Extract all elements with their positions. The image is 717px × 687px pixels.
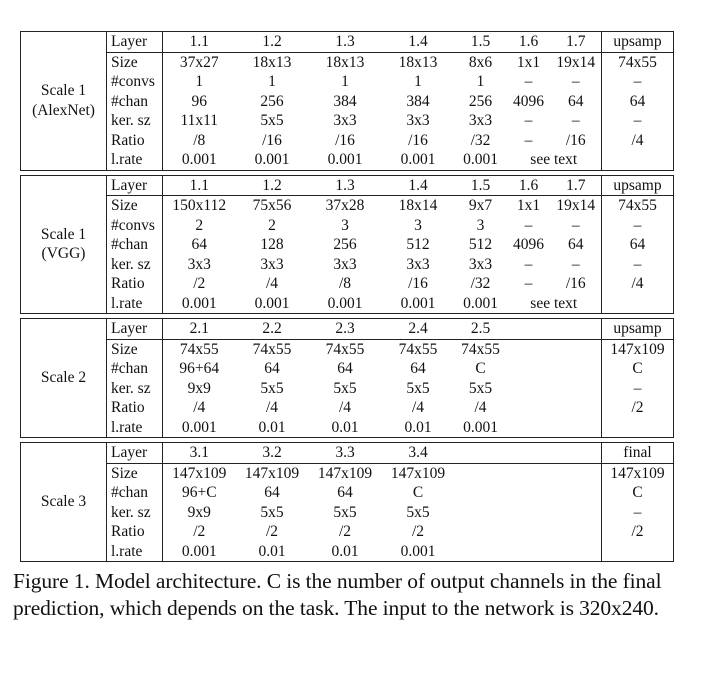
table-cell: /16	[408, 275, 428, 292]
table-cell: –	[571, 216, 580, 234]
table-cell: 256	[468, 92, 493, 110]
table-header-row	[21, 443, 674, 464]
table-cell: 3.4	[382, 443, 455, 464]
table-cell: 19x14	[556, 197, 596, 214]
table-row	[21, 111, 674, 131]
table-cell: 96+C	[181, 484, 217, 501]
table-cell: 512	[468, 236, 493, 253]
table-cell: 1	[414, 73, 422, 90]
table-cell: –	[602, 111, 674, 131]
table-cell: 4096	[513, 236, 544, 253]
table-cell: /4	[602, 274, 674, 294]
table-cell: –	[571, 73, 580, 90]
table-cell: 5x5	[406, 503, 430, 521]
table-cell: 3.1	[163, 443, 236, 464]
table-cell: 2	[195, 216, 204, 234]
table-row	[21, 522, 674, 542]
table-cell: C	[602, 483, 674, 503]
table-row	[21, 503, 674, 523]
table-cell: 1.7	[551, 32, 602, 53]
table-cell: /16	[335, 131, 355, 149]
row-label: ker. sz	[107, 255, 163, 275]
table-row	[21, 339, 674, 359]
row-label: Layer	[107, 443, 163, 464]
row-label: ker. sz	[107, 111, 163, 131]
table-cell: C	[412, 484, 424, 501]
table-cell: 5x5	[468, 379, 493, 397]
table-cell: 384	[406, 92, 430, 110]
table-cell: 0.001	[181, 151, 217, 168]
table-cell: 8x6	[468, 53, 493, 71]
table-cell: –	[571, 255, 580, 273]
table-cell: upsamp	[602, 32, 674, 53]
table-cell	[551, 319, 602, 340]
row-label: Size	[107, 339, 163, 359]
table-cell: /4	[193, 399, 206, 416]
table-cell	[602, 294, 674, 314]
table-cell: 2.1	[163, 319, 236, 340]
table-cell	[551, 522, 602, 542]
table-cell: 2	[268, 216, 276, 234]
table-cell: 1.3	[309, 32, 382, 53]
table-cell: 0.01	[331, 418, 359, 436]
table-cell: 11x11	[180, 112, 219, 129]
table-cell: 18x14	[398, 197, 438, 214]
table-cell: /32	[470, 275, 491, 292]
table-row	[21, 294, 674, 314]
table-row	[21, 379, 674, 399]
table-cell: 9x9	[187, 503, 211, 521]
table-cell	[455, 483, 507, 503]
table-cell: 1	[476, 73, 485, 90]
table-cell: 3	[414, 216, 422, 234]
table-cell: 96+64	[179, 360, 220, 377]
table-cell: 74x55	[602, 196, 674, 216]
table-cell: 18x13	[252, 53, 292, 71]
table-cell: 5x5	[260, 379, 284, 397]
table-cell: 0.001	[254, 294, 290, 312]
table-cell: 1.6	[507, 175, 551, 196]
table-cell: /16	[565, 275, 586, 292]
table-cell: 1.6	[507, 32, 551, 53]
table-cell: 64	[337, 360, 353, 377]
table-cell: 19x14	[556, 53, 596, 71]
table-cell: C	[602, 359, 674, 379]
table-cell	[551, 443, 602, 464]
table-cell: 96	[191, 92, 207, 110]
table-cell: 0.001	[400, 294, 436, 312]
table-row	[21, 196, 674, 216]
table-cell: 0.001	[254, 151, 290, 168]
table-cell: 1.4	[382, 32, 455, 53]
table-cell: final	[602, 443, 674, 464]
table-row	[21, 131, 674, 151]
table-cell: C	[475, 360, 486, 377]
table-cell	[551, 483, 602, 503]
table-cell: –	[602, 72, 674, 92]
table-cell: 147x109	[602, 463, 674, 483]
table-cell: 384	[333, 92, 357, 110]
table-cell: 1	[268, 73, 276, 90]
table-cell: 0.001	[327, 294, 363, 312]
scale-label-line: (VGG)	[41, 245, 86, 263]
architecture-tables	[20, 31, 673, 562]
table-cell: 37x28	[325, 197, 365, 214]
table-cell: 147x109	[244, 464, 300, 482]
table-cell: –	[571, 112, 580, 129]
table-cell: 0.001	[463, 294, 498, 312]
table-row	[21, 255, 674, 275]
architecture-table	[20, 442, 674, 562]
table-cell: 5x5	[406, 379, 430, 397]
table-cell: 1x1	[516, 53, 541, 71]
table-cell: 9x9	[187, 379, 211, 397]
table-cell: 64	[568, 92, 584, 110]
table-cell: 2.4	[382, 319, 455, 340]
table-cell: 18x13	[398, 53, 438, 71]
row-label: #chan	[107, 483, 163, 503]
table-cell: 64	[337, 484, 353, 501]
scale-label-line: Scale 1	[40, 225, 87, 243]
table-cell	[455, 542, 507, 562]
table-cell: –	[602, 216, 674, 236]
table-cell	[507, 398, 551, 418]
table-cell: 1	[195, 73, 204, 90]
table-row	[21, 463, 674, 483]
table-cell: /32	[470, 131, 491, 149]
table-cell: 3x3	[468, 112, 493, 129]
table-cell	[551, 542, 602, 562]
row-label: Ratio	[107, 274, 163, 294]
table-cell: see text	[530, 294, 578, 312]
table-cell: 1.5	[455, 32, 507, 53]
row-label: #chan	[107, 359, 163, 379]
table-cell: 128	[260, 236, 284, 253]
table-row	[21, 216, 674, 236]
table-cell: 3x3	[406, 112, 430, 129]
table-cell: /2	[338, 523, 352, 540]
table-cell	[507, 339, 551, 359]
table-row	[21, 274, 674, 294]
scale-label-line: (AlexNet)	[32, 101, 95, 119]
table-cell: 64	[602, 235, 674, 255]
row-label: Size	[107, 463, 163, 483]
table-cell	[455, 503, 507, 523]
table-cell: 0.01	[331, 542, 359, 560]
table-cell: 147x109	[602, 339, 674, 359]
table-cell: /4	[411, 399, 425, 416]
table-cell: /4	[265, 399, 279, 416]
scale-label	[21, 443, 107, 562]
table-cell: –	[524, 73, 533, 90]
table-cell: 74x55	[461, 340, 500, 358]
table-cell: 4096	[513, 92, 544, 110]
table-cell: 74x55	[325, 340, 365, 358]
table-cell: 147x109	[317, 464, 373, 482]
table-cell: 3	[341, 216, 349, 234]
table-cell: 64	[264, 484, 280, 501]
table-cell: /8	[193, 131, 206, 149]
table-cell: 150x112	[172, 197, 227, 214]
table-cell: /2	[411, 523, 425, 540]
table-cell	[455, 443, 507, 464]
table-cell: 0.01	[258, 418, 286, 436]
table-cell: –	[602, 503, 674, 523]
table-cell: /16	[408, 131, 428, 149]
table-cell: 0.001	[327, 151, 363, 168]
row-label: Size	[107, 52, 163, 72]
table-cell: 1.4	[382, 175, 455, 196]
architecture-table	[20, 318, 674, 438]
row-label: #convs	[107, 216, 163, 236]
table-cell: 74x55	[179, 340, 219, 358]
row-label: Layer	[107, 32, 163, 53]
table-cell: 1x1	[516, 197, 541, 214]
table-cell: upsamp	[602, 319, 674, 340]
table-cell: 5x5	[333, 379, 357, 397]
row-label: l.rate	[107, 418, 163, 438]
table-cell: 1.5	[455, 175, 507, 196]
table-cell: 1.2	[236, 32, 309, 53]
scale-label-line: Scale 3	[40, 493, 87, 511]
table-cell	[507, 379, 551, 399]
table-cell: –	[602, 255, 674, 275]
row-label: ker. sz	[107, 379, 163, 399]
table-cell: –	[524, 216, 533, 234]
row-label: ker. sz	[107, 503, 163, 523]
table-cell	[551, 379, 602, 399]
table-cell: /2	[193, 275, 206, 292]
scale-label-line: Scale 2	[40, 369, 87, 387]
table-row	[21, 398, 674, 418]
table-row	[21, 72, 674, 92]
table-cell: 74x55	[602, 52, 674, 72]
table-cell: 147x109	[390, 464, 446, 482]
table-cell: 0.001	[400, 542, 436, 560]
table-cell: 0.001	[181, 542, 217, 560]
table-cell: 64	[264, 360, 280, 377]
table-cell: /16	[565, 131, 586, 149]
table-row	[21, 418, 674, 438]
table-header-row	[21, 319, 674, 340]
table-cell: –	[524, 275, 533, 292]
table-cell: 74x55	[398, 340, 438, 358]
table-cell: 0.001	[181, 294, 217, 312]
table-cell	[507, 418, 551, 438]
row-label: Layer	[107, 175, 163, 196]
table-cell: 2.2	[236, 319, 309, 340]
scale-label-line: Scale 1	[40, 82, 87, 100]
table-header-row	[21, 175, 674, 196]
table-cell: 3.2	[236, 443, 309, 464]
table-cell	[507, 522, 551, 542]
table-row	[21, 52, 674, 72]
table-cell: 3x3	[187, 255, 211, 273]
table-cell: 512	[406, 236, 430, 253]
table-cell: 64	[410, 360, 426, 377]
table-cell	[602, 150, 674, 170]
table-row	[21, 483, 674, 503]
table-cell: /4	[602, 131, 674, 151]
row-label: Ratio	[107, 522, 163, 542]
table-cell	[551, 463, 602, 483]
table-cell: 3x3	[468, 255, 493, 273]
table-cell	[507, 542, 551, 562]
architecture-table	[20, 175, 674, 315]
table-row	[21, 542, 674, 562]
table-cell: 64	[191, 236, 207, 253]
table-cell: 37x27	[179, 53, 219, 71]
table-cell: 64	[602, 92, 674, 112]
scale-label	[21, 175, 107, 314]
table-cell	[602, 542, 674, 562]
table-cell: 18x13	[325, 53, 365, 71]
row-label: #chan	[107, 92, 163, 112]
table-cell: 256	[260, 92, 284, 110]
table-cell	[455, 522, 507, 542]
table-cell: see text	[530, 151, 578, 168]
table-cell: 0.001	[181, 418, 217, 436]
table-cell: –	[524, 112, 533, 129]
row-label: #chan	[107, 235, 163, 255]
architecture-table	[20, 31, 674, 171]
table-header-row	[21, 32, 674, 53]
table-cell: 1.3	[309, 175, 382, 196]
table-cell	[507, 319, 551, 340]
row-label: Ratio	[107, 131, 163, 151]
table-cell	[507, 503, 551, 523]
table-cell: /4	[338, 399, 352, 416]
table-cell: /8	[338, 275, 352, 292]
table-cell: 5x5	[333, 503, 357, 521]
table-cell: 3x3	[406, 255, 430, 273]
table-cell	[551, 339, 602, 359]
table-cell: /2	[602, 522, 674, 542]
table-cell: 75x56	[252, 197, 292, 214]
table-cell	[507, 483, 551, 503]
table-cell: 0.001	[400, 151, 436, 168]
row-label: Layer	[107, 319, 163, 340]
table-cell	[551, 418, 602, 438]
table-cell	[602, 418, 674, 438]
table-cell	[551, 398, 602, 418]
table-cell	[551, 359, 602, 379]
row-label: #convs	[107, 72, 163, 92]
table-cell: 3x3	[333, 112, 357, 129]
table-cell: /4	[474, 399, 487, 416]
table-cell: 147x109	[172, 464, 227, 482]
table-cell: 2.3	[309, 319, 382, 340]
table-cell	[507, 359, 551, 379]
table-row	[21, 359, 674, 379]
table-cell: /4	[265, 275, 279, 292]
table-row	[21, 92, 674, 112]
table-cell	[551, 503, 602, 523]
table-cell: upsamp	[602, 175, 674, 196]
table-cell: 0.01	[258, 542, 286, 560]
table-cell	[507, 443, 551, 464]
row-label: l.rate	[107, 150, 163, 170]
table-cell: /16	[262, 131, 282, 149]
table-cell: 3x3	[260, 255, 284, 273]
table-cell: 5x5	[260, 112, 284, 129]
table-cell: 1.1	[163, 32, 236, 53]
table-cell: 1.7	[551, 175, 602, 196]
row-label: Ratio	[107, 398, 163, 418]
table-cell: /2	[602, 398, 674, 418]
table-cell: 64	[568, 236, 584, 253]
table-cell: 0.01	[404, 418, 432, 436]
table-cell	[507, 463, 551, 483]
table-cell: 0.001	[463, 151, 498, 168]
row-label: Size	[107, 196, 163, 216]
table-cell: 9x7	[468, 197, 493, 214]
table-cell: 0.001	[463, 418, 498, 436]
table-cell: 1	[341, 73, 349, 90]
scale-label	[21, 319, 107, 438]
table-cell: –	[524, 131, 533, 149]
table-cell: /2	[193, 523, 206, 540]
table-cell: 256	[333, 236, 357, 253]
table-cell	[455, 463, 507, 483]
table-cell: –	[524, 255, 533, 273]
table-row	[21, 150, 674, 170]
row-label: l.rate	[107, 542, 163, 562]
table-cell: 74x55	[252, 340, 292, 358]
row-label: l.rate	[107, 294, 163, 314]
table-cell: 1.2	[236, 175, 309, 196]
figure-caption: Figure 1. Model architecture. C is the number of output channels in the final prediction, which depends on the task. The input to the network is 320x240.	[13, 569, 662, 620]
table-cell: 2.5	[455, 319, 507, 340]
table-cell: 3.3	[309, 443, 382, 464]
table-row	[21, 235, 674, 255]
scale-label	[21, 32, 107, 171]
table-cell: 3	[476, 216, 485, 234]
table-cell: –	[602, 379, 674, 399]
table-cell: 5x5	[260, 503, 284, 521]
table-cell: 3x3	[333, 255, 357, 273]
table-cell: /2	[265, 523, 279, 540]
table-cell: 1.1	[163, 175, 236, 196]
